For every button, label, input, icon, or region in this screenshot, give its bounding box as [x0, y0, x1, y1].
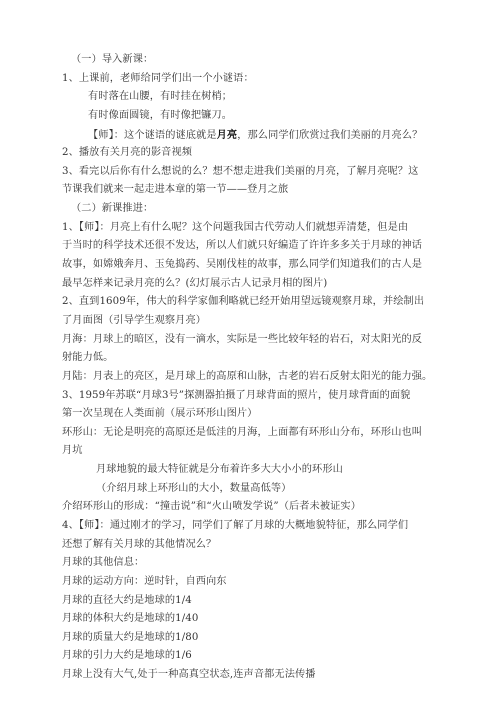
paragraph: 月球的体积大约是地球的1/40: [62, 613, 199, 624]
text-span: ：月亮上有什么呢？这个问题我国古代劳动人们就想弄清楚，但是由: [99, 222, 409, 233]
teacher-paragraph: [62, 221, 408, 235]
paragraph: （介绍月球上环形山的大小，数量高低等）: [96, 483, 292, 494]
paragraph: 月球上没有大气,处于一种高真空状态,连声音都无法传播: [62, 669, 316, 680]
paragraph: 3、1959年苏联“月球3号”探测器拍摄了月球背面的照片，使月球背面的面貌: [62, 390, 411, 401]
text-span: 4、: [62, 520, 79, 531]
paragraph: 故事，如嫦娥奔月、玉兔捣药、吴刚伐桂的故事，那么同学们知道我们的古人是: [62, 259, 423, 270]
answer-bold: 月亮: [216, 129, 238, 141]
riddle-line: 有时落在山腰，有时挂在树梢；: [88, 91, 233, 102]
text-span: ：通过刚才的学习，同学们了解了月球的大概地貌特征，那么同学们: [99, 520, 409, 531]
teacher-paragraph: [62, 519, 408, 533]
text-span: 1、: [62, 222, 79, 233]
text-span: ：这个谜语的谜底就是: [113, 130, 217, 141]
paragraph: 月陆：月表上的亮区，是月球上的高原和山脉，古老的岩石反射太阳光的能力强。: [62, 371, 433, 382]
riddle-line: 有时像面圆镜，有时像把镰刀。: [88, 110, 233, 121]
paragraph: 月球的质量大约是地球的1/80: [62, 632, 199, 643]
paragraph: 月球的直径大约是地球的1/4: [62, 595, 192, 606]
paragraph: 月坑: [62, 445, 83, 456]
paragraph: 月球的其他信息：: [62, 557, 145, 568]
paragraph: 射能力低。: [62, 352, 114, 363]
paragraph: 1、上课前，老师给同学们出一个小谜语：: [62, 73, 254, 84]
paragraph: 介绍环形山的形成：“撞击说”和“火山喷发学说”（后者未被证实）: [62, 501, 361, 512]
paragraph: 于当时的科学技术还很不发达，所以人们就只好编造了许许多多关于月球的神话: [62, 240, 423, 251]
paragraph: 环形山：无论是明亮的高原还是低洼的月海，上面都有环形山分布，环形山也叫: [62, 427, 423, 438]
paragraph: 3、看完以后你有什么想说的么？想不想走进我们美丽的月亮，了解月亮呢？这: [62, 166, 419, 177]
paragraph: 2、直到1609年，伟大的科学家伽利略就已经开始用望远镜观察月球，并绘制出: [62, 296, 425, 307]
paragraph: 了月面图（引导学生观察月亮）: [62, 315, 207, 326]
paragraph: 月球的运动方向：逆时针，自西向东: [62, 576, 227, 587]
teacher-paragraph: [88, 128, 422, 143]
teacher-tag: 【师】: [78, 222, 100, 233]
teacher-tag: 【师】: [78, 520, 100, 531]
paragraph: 节课我们就来一起走进本章的第一节——登月之旅: [62, 184, 289, 195]
paragraph: 2、播放有关月亮的影音视频: [62, 147, 193, 158]
section-title-intro: （一）导入新课：: [71, 54, 154, 65]
paragraph: 还想了解有关月球的其他情况么？: [62, 539, 217, 550]
paragraph: 月球地貌的最大特征就是分布着许多大大小小的环形山: [96, 464, 343, 475]
section-title-new: （二）新课推进：: [71, 203, 154, 214]
paragraph: 第一次呈现在人类面前（展示环形山图片）: [62, 408, 258, 419]
teacher-tag: 【师】: [88, 130, 114, 141]
paragraph: 月球的引力大约是地球的1/6: [62, 650, 192, 661]
paragraph: 最早怎样来记录月亮的么？(幻灯展示古人记录月相的图片): [62, 278, 328, 289]
text-span: ，那么同学们欣赏过我们美丽的月亮么？: [237, 130, 423, 141]
paragraph: 月海：月球上的暗区，没有一滴水，实际是一些比较年轻的岩石，对太阳光的反: [62, 334, 423, 345]
